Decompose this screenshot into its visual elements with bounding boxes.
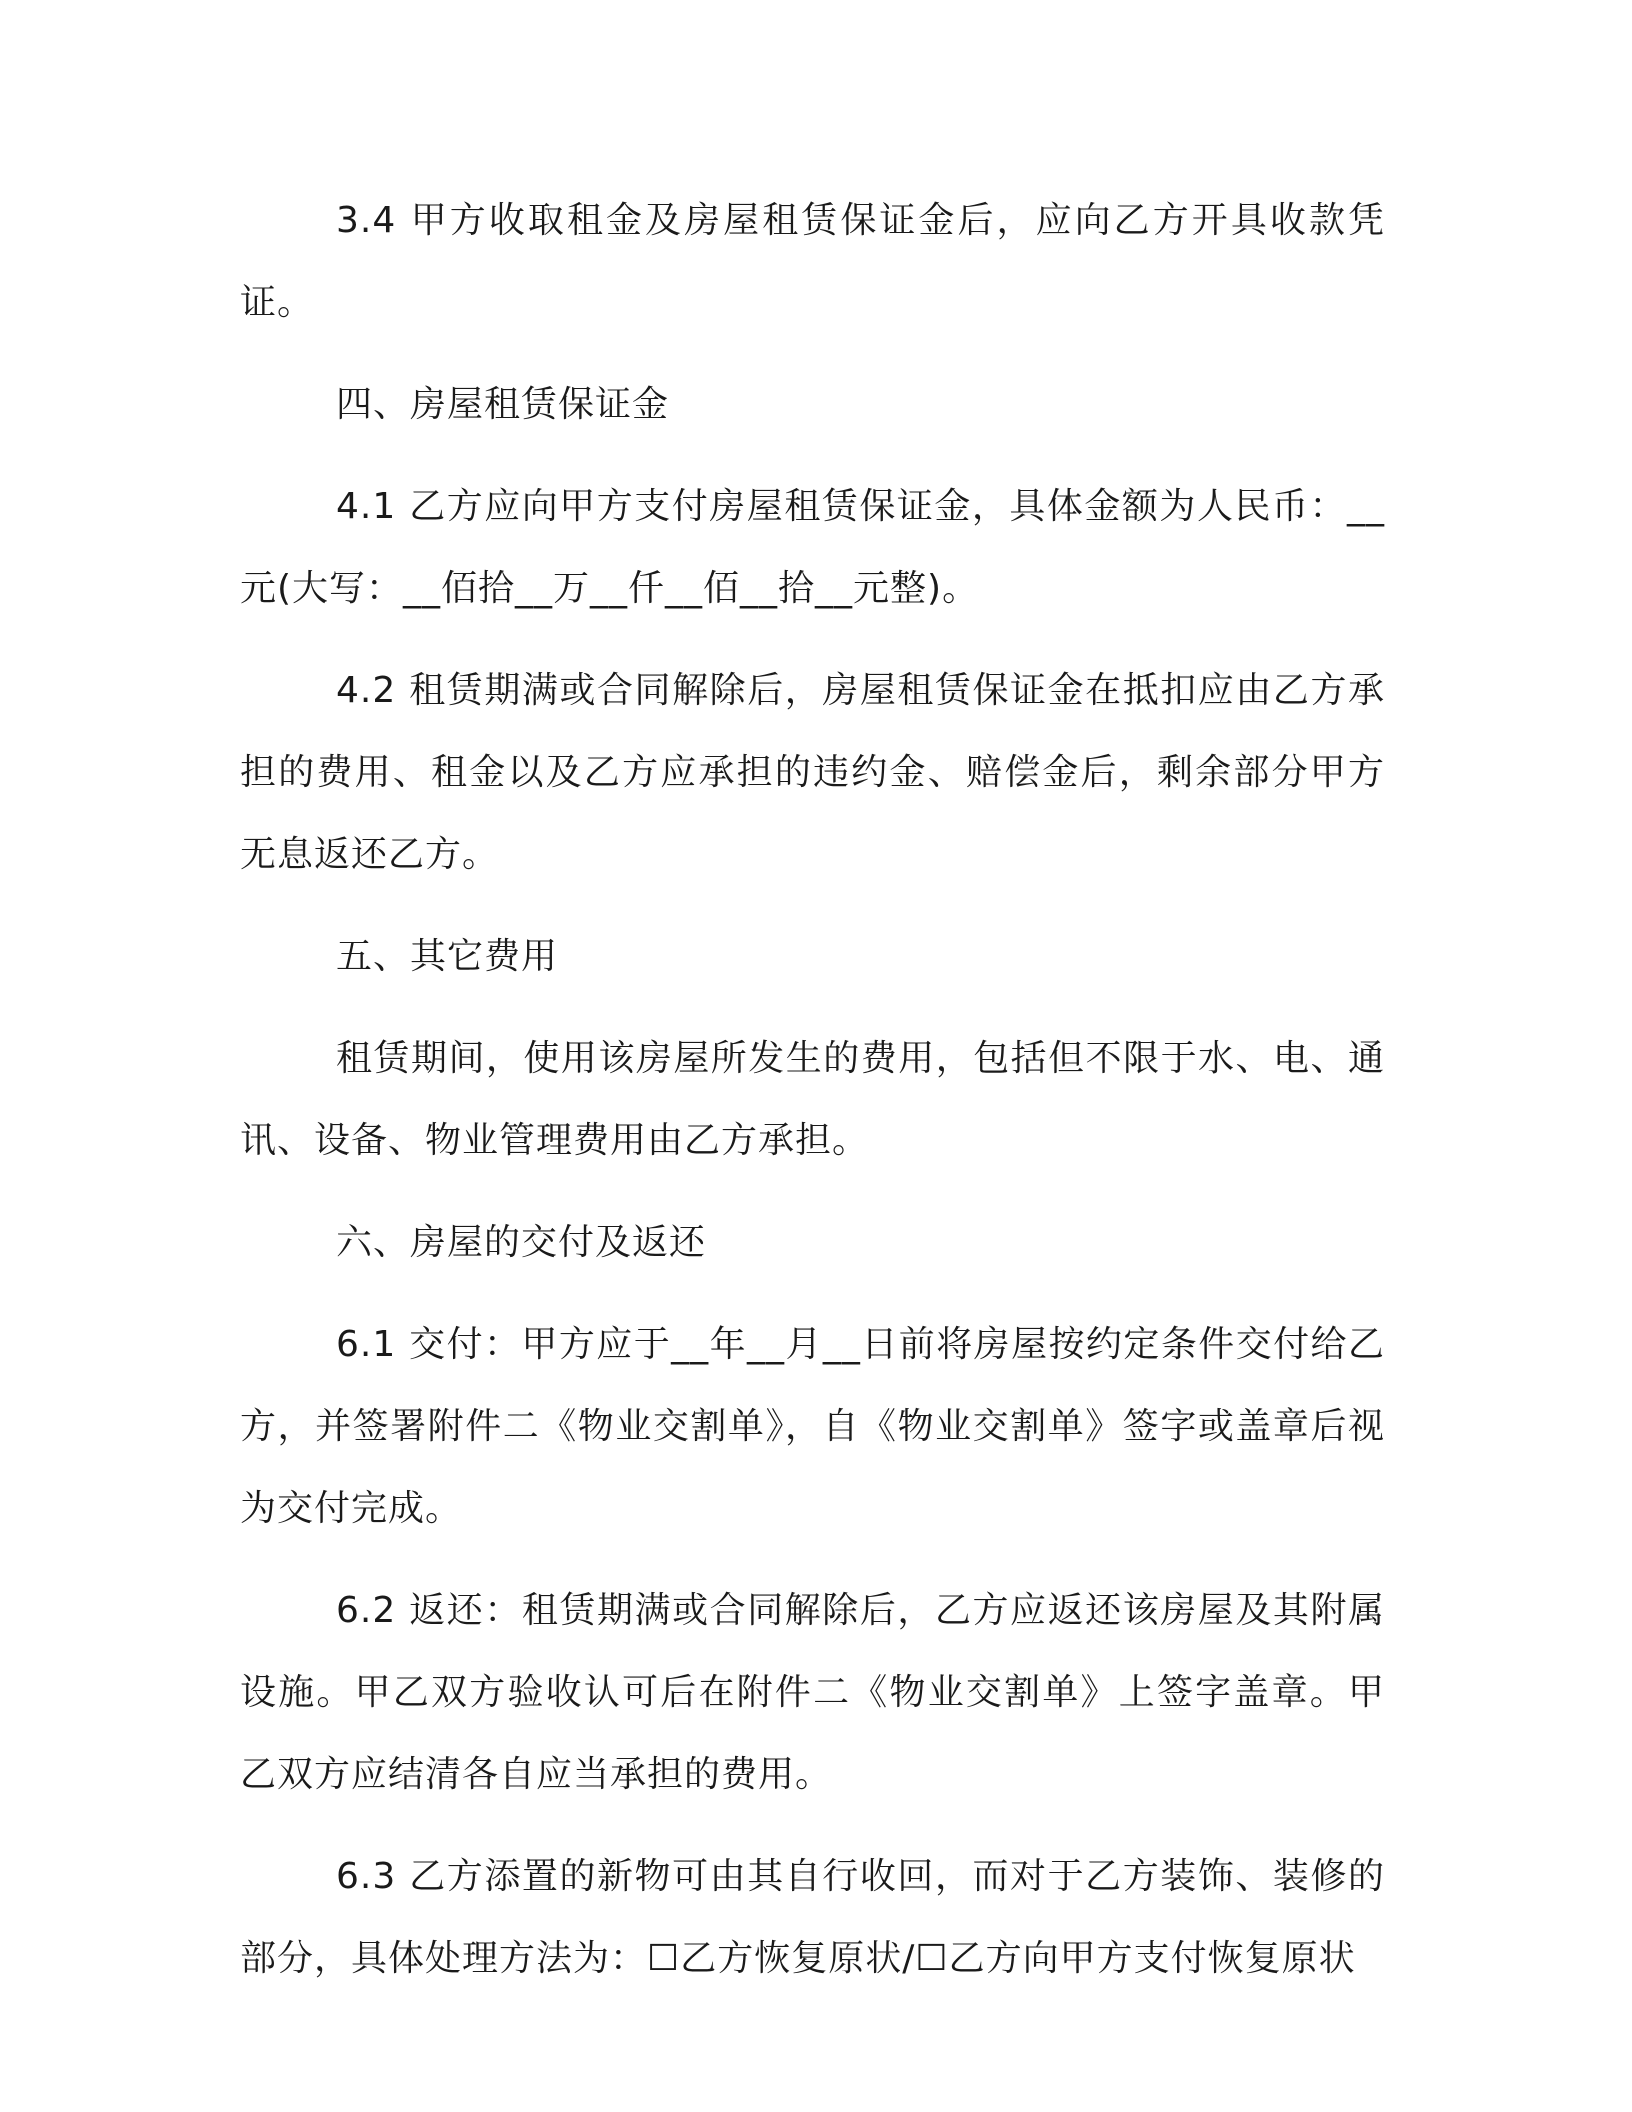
clause-4-2: 4.2 租赁期满或合同解除后，房屋租赁保证金在抵扣应由乙方承担的费用、租金以及乙方应承担的违约金、赔偿金后，剩余部分甲方无息返还乙方。 <box>240 670 1385 875</box>
clause-6-3: 6.3 乙方添置的新物可由其自行收回，而对于乙方装饰、装修的部分，具体处理方法为：☐乙方恢复原状/☐乙方向甲方支付恢复原状 <box>240 1856 1385 1979</box>
clause-6-2: 6.2 返还：租赁期满或合同解除后，乙方应返还该房屋及其附属设施。甲乙双方验收认可后在附件二《物业交割单》上签字盖章。甲乙双方应结清各自应当承担的费用。 <box>240 1590 1385 1795</box>
clause-6-1: 6.1 交付：甲方应于__年__月__日前将房屋按约定条件交付给乙方，并签署附件二《物业交割单》，自《物业交割单》签字或盖章后视为交付完成。 <box>240 1324 1385 1529</box>
clause-4-1: 4.1 乙方应向甲方支付房屋租赁保证金，具体金额为人民币：__元(大写：__佰拾__万__仟__佰__拾__元整)。 <box>240 486 1385 609</box>
clause-5-body: 租赁期间，使用该房屋所发生的费用，包括但不限于水、电、通讯、设备、物业管理费用由乙方承担。 <box>240 1038 1385 1161</box>
section-heading-4: 四、房屋租赁保证金 <box>336 384 670 425</box>
clause-3-4: 3.4 甲方收取租金及房屋租赁保证金后，应向乙方开具收款凭证。 <box>240 200 1385 323</box>
section-heading-6: 六、房屋的交付及返还 <box>336 1222 707 1263</box>
section-heading-5: 五、其它费用 <box>336 936 559 977</box>
document-body <box>240 180 1385 2020</box>
